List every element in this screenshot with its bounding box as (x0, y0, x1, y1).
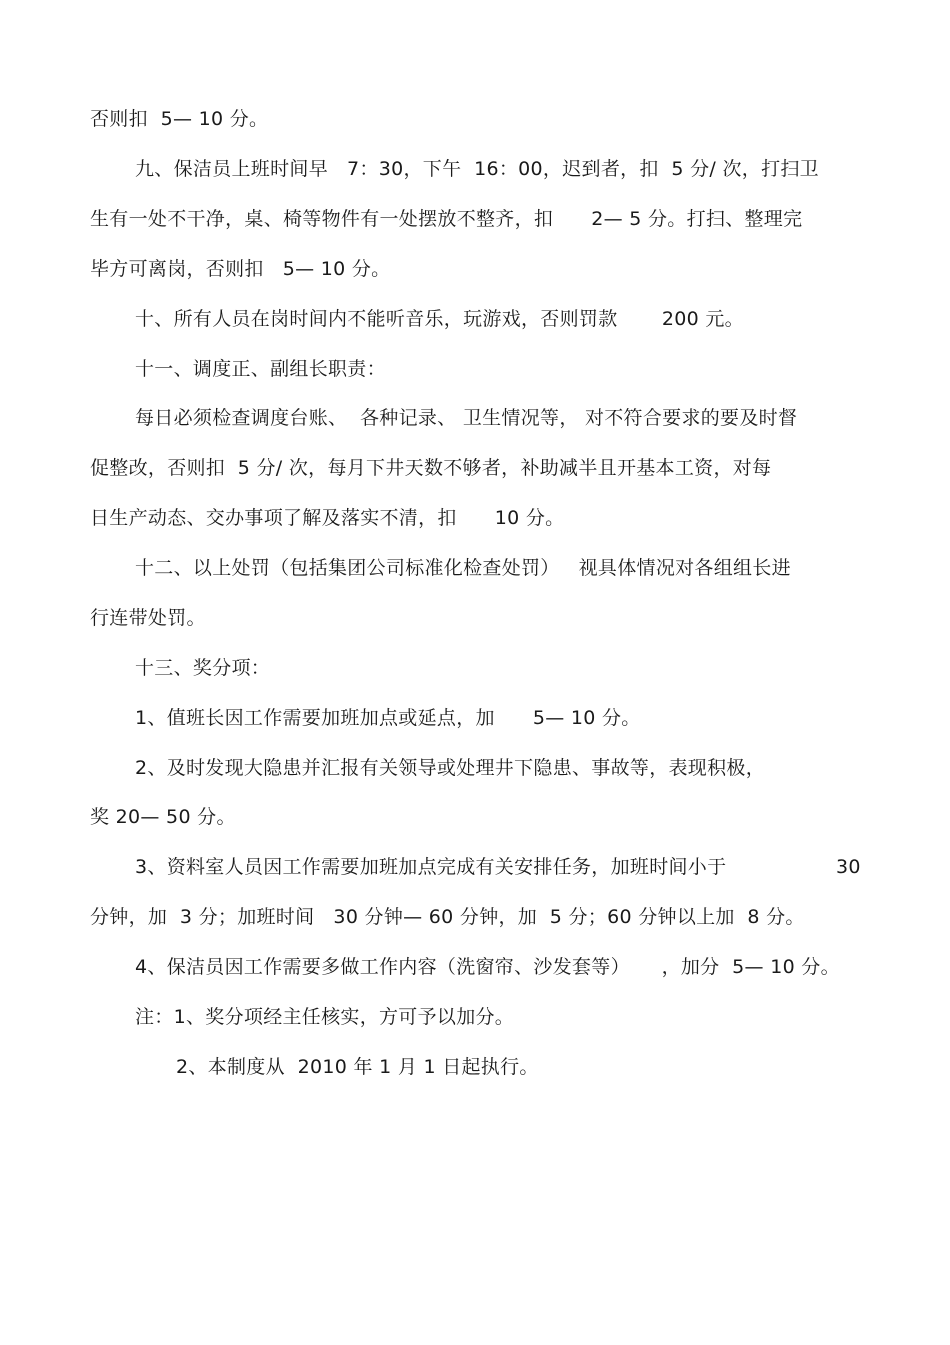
text-line: 日生产动态、交办事项了解及落实不清，扣 10 分。 (90, 507, 565, 529)
text-line: 否则扣 5— 10 分。 (90, 108, 269, 130)
note-line: 注：1、奖分项经主任核实，方可予以加分。 (135, 1006, 515, 1028)
list-item: 2、及时发现大隐患并汇报有关领导或处理井下隐患、事故等，表现积极， (135, 757, 765, 779)
text-line: 十、所有人员在岗时间内不能听音乐，玩游戏，否则罚款 200 元。 (135, 308, 744, 330)
list-item: 4、保洁员因工作需要多做工作内容（洗窗帘、沙发套等） ，加分 5— 10 分。 (135, 956, 840, 978)
section-heading: 十一、调度正、副组长职责： (135, 358, 386, 380)
text-line: 行连带处罚。 (90, 607, 206, 629)
text-line: 分钟，加 3 分；加班时间 30 分钟— 60 分钟，加 5 分；60 分钟以上加 8 分。 (90, 906, 805, 928)
note-line: 2、本制度从 2010 年 1 月 1 日起执行。 (176, 1056, 539, 1078)
text-line: 九、保洁员上班时间早 7：30，下午 16：00，迟到者，扣 5 分/ 次，打扫卫 (135, 158, 819, 180)
list-item: 3、资料室人员因工作需要加班加点完成有关安排任务，加班时间小于 (135, 856, 727, 878)
text-line: 生有一处不干净，桌、椅等物件有一处摆放不整齐，扣 2— 5 分。打扫、整理完 (90, 208, 803, 230)
section-heading: 十三、奖分项： (135, 657, 271, 679)
text-line: 毕方可离岗，否则扣 5— 10 分。 (90, 258, 391, 280)
text-line: 十二、以上处罚（包括集团公司标准化检查处罚） 视具体情况对各组组长进 (135, 557, 791, 579)
text-line: 每日必须检查调度台账、 各种记录、 卫生情况等， 对不符合要求的要及时督 (135, 407, 798, 429)
text-line: 促整改，否则扣 5 分/ 次，每月下井天数不够者，补助减半且开基本工资，对每 (90, 457, 772, 479)
text-line: 30 (836, 856, 861, 878)
list-item: 1、值班长因工作需要加班加点或延点，加 5— 10 分。 (135, 707, 641, 729)
text-line: 奖 20— 50 分。 (90, 806, 236, 828)
